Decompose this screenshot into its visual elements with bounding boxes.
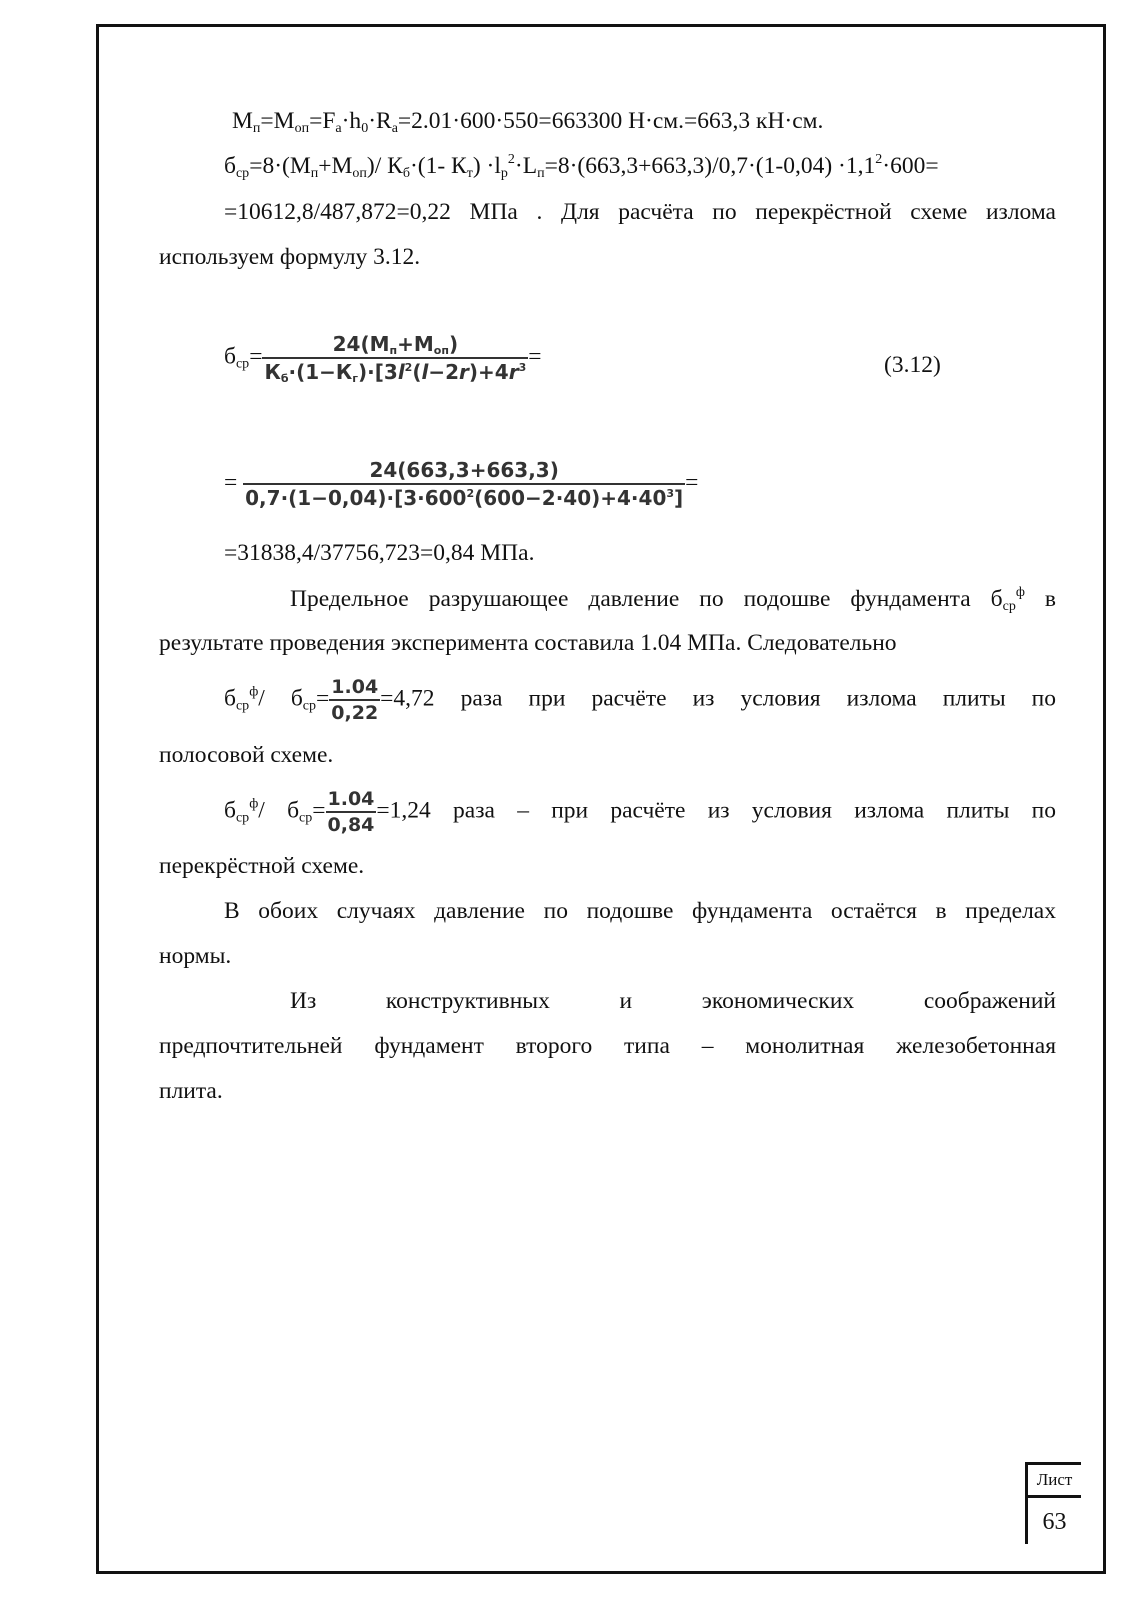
equation-number: (3.12) bbox=[884, 352, 941, 378]
text: / bbox=[258, 685, 291, 712]
text: оп bbox=[294, 121, 310, 136]
paragraph-line: предпочтительней фундамент второго типа – монолитная железобетонная bbox=[159, 1033, 1056, 1059]
text: ) ·l bbox=[472, 153, 501, 179]
text: оп bbox=[352, 166, 367, 181]
formula-3-12 bbox=[224, 332, 542, 384]
text: ф bbox=[1015, 585, 1025, 600]
denominator: 0,84 bbox=[327, 814, 375, 836]
text: =М bbox=[260, 108, 295, 134]
text: п bbox=[537, 166, 545, 181]
paragraph-line: плита. bbox=[159, 1078, 223, 1104]
result-line: =31838,4/37756,723=0,84 МПа. bbox=[224, 540, 535, 566]
result-line: =10612,8/487,872=0,22 МПа . Для расчёта по перекрёстной схеме излома bbox=[224, 199, 1056, 225]
text: ·(1- К bbox=[409, 153, 467, 179]
moment-calculation-line bbox=[232, 106, 823, 136]
text: = bbox=[224, 469, 238, 496]
text: =2.01·600·550=663300 Н·см.=663,3 кН·см. bbox=[397, 108, 824, 134]
text: 2 bbox=[466, 487, 475, 500]
text: )+4 bbox=[468, 360, 509, 384]
paragraph-line: В обоих случаях давление по подошве фундамента остаётся в пределах bbox=[224, 898, 1056, 924]
text: =8·(663,3+663,3)/0,7·(1-0,04) ·1,1 bbox=[544, 153, 876, 179]
sheet-label: Лист bbox=[1028, 1465, 1081, 1498]
text: К bbox=[264, 360, 281, 384]
text: т bbox=[466, 166, 473, 181]
text: ·h bbox=[341, 108, 362, 134]
text: ·L bbox=[514, 153, 538, 179]
paragraph-line: полосовой схеме. bbox=[159, 742, 334, 768]
text: в bbox=[1024, 586, 1056, 612]
fraction bbox=[326, 788, 377, 836]
text: ср bbox=[235, 166, 250, 181]
text: +М bbox=[397, 332, 434, 356]
text: ср bbox=[235, 810, 250, 826]
text: ф bbox=[249, 796, 259, 812]
formula-substitution bbox=[224, 458, 698, 510]
text: ср bbox=[235, 356, 250, 372]
text: −2 bbox=[428, 360, 460, 384]
text: п bbox=[252, 121, 261, 136]
numerator: 24(663,3+663,3) bbox=[243, 458, 685, 485]
text: 0,7·(1−0,04)·[3·600 bbox=[245, 486, 467, 510]
text: 2 bbox=[875, 152, 883, 167]
text: / bbox=[258, 797, 288, 824]
numerator: 1.04 bbox=[326, 788, 377, 813]
text: ·600= bbox=[882, 153, 939, 179]
text: б bbox=[224, 343, 236, 370]
text: )/ К bbox=[366, 153, 403, 179]
text: б bbox=[224, 153, 236, 179]
text: п bbox=[310, 166, 319, 181]
fraction bbox=[262, 332, 528, 384]
text: ·(1−К bbox=[288, 360, 353, 384]
text: ср bbox=[235, 698, 250, 714]
text: +М bbox=[318, 153, 353, 179]
sheet-number-box bbox=[1025, 1462, 1081, 1544]
text: ( bbox=[412, 360, 422, 384]
text: б bbox=[287, 797, 300, 824]
text: М bbox=[232, 108, 253, 134]
text-line: используем формулу 3.12. bbox=[159, 244, 421, 270]
text: ф bbox=[249, 684, 259, 700]
denominator bbox=[243, 485, 685, 510]
text: 3 bbox=[518, 361, 527, 374]
paragraph-line: результате проведения эксперимента составила 1.04 МПа. Следовательно bbox=[159, 630, 897, 656]
text: = bbox=[528, 343, 542, 370]
text: 24(М bbox=[332, 332, 390, 356]
text: r bbox=[508, 360, 519, 384]
ratio-line bbox=[224, 788, 1056, 836]
text: = bbox=[312, 797, 326, 824]
text: б bbox=[280, 372, 289, 385]
text: 3 bbox=[666, 487, 675, 500]
text: l bbox=[421, 360, 429, 384]
text: =8·(М bbox=[249, 153, 311, 179]
numerator: 1.04 bbox=[329, 676, 380, 701]
text: б bbox=[224, 797, 236, 824]
pressure-formula-line bbox=[224, 151, 939, 181]
ratio-line bbox=[224, 676, 1056, 724]
text: r bbox=[459, 360, 469, 384]
text: б bbox=[224, 685, 236, 712]
text: Предельное разрушающее давление по подошве фундамента bbox=[290, 586, 991, 612]
sheet-number: 63 bbox=[1042, 1509, 1067, 1535]
paragraph-line bbox=[290, 584, 1056, 614]
fraction bbox=[243, 458, 685, 510]
text: )·[3 bbox=[358, 360, 398, 384]
text: а bbox=[335, 121, 342, 136]
text: ср bbox=[302, 698, 317, 714]
numerator bbox=[262, 332, 528, 359]
text: = bbox=[316, 685, 330, 712]
text: оп bbox=[433, 344, 449, 357]
text: г bbox=[352, 372, 359, 385]
text: б bbox=[290, 685, 303, 712]
fraction bbox=[329, 676, 380, 724]
text: (600−2·40)+4·40 bbox=[474, 486, 667, 510]
text: ср bbox=[1002, 599, 1016, 614]
text: = bbox=[685, 469, 699, 496]
paragraph-line: Из конструктивных и экономических соображений bbox=[290, 988, 1056, 1014]
text: ср bbox=[299, 810, 313, 826]
text: =F bbox=[309, 108, 336, 134]
text: l bbox=[397, 360, 405, 384]
text: б bbox=[402, 166, 410, 181]
paragraph-line: перекрёстной схеме. bbox=[159, 853, 365, 879]
text: п bbox=[389, 344, 398, 357]
text: р bbox=[500, 166, 508, 181]
text: б bbox=[990, 586, 1003, 612]
text: = bbox=[249, 343, 263, 370]
text: =1,24 раза – при расчёте из условия излома плиты по bbox=[376, 797, 1057, 824]
paragraph-line: нормы. bbox=[159, 943, 232, 969]
text: ·R bbox=[368, 108, 392, 134]
text: ) bbox=[448, 332, 459, 356]
denominator bbox=[262, 359, 528, 384]
text: ] bbox=[674, 486, 684, 510]
text: а bbox=[391, 121, 398, 136]
text: 2 bbox=[507, 152, 515, 167]
denominator: 0,22 bbox=[331, 702, 379, 724]
text: =4,72 раза при расчёте из условия излома плиты по bbox=[380, 685, 1056, 712]
text: 0 bbox=[361, 121, 369, 136]
text: 2 bbox=[404, 361, 413, 374]
